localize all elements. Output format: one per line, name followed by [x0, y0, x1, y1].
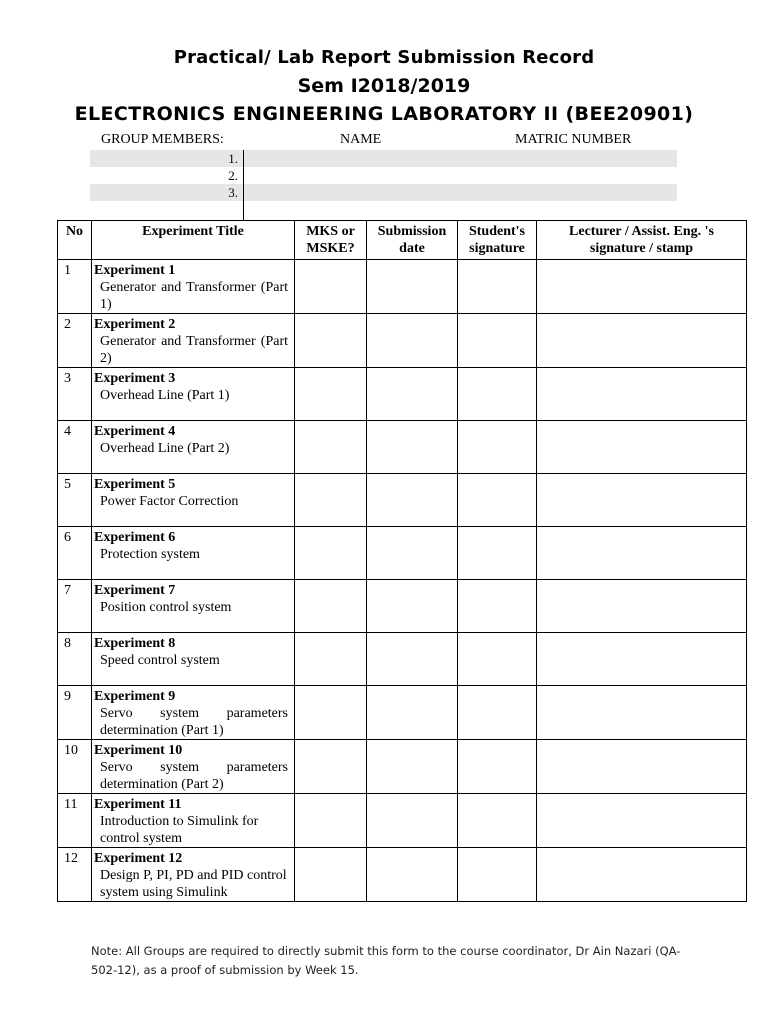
submission-date-cell[interactable]	[367, 314, 458, 368]
submission-date-cell[interactable]	[367, 794, 458, 848]
row-number: 5	[58, 474, 92, 527]
lecturer-signature-cell[interactable]	[537, 527, 747, 580]
mks-cell[interactable]	[295, 740, 367, 794]
experiment-name: Experiment 4	[94, 424, 176, 439]
experiment-description: Generator and Transformer (Part 1)	[100, 280, 288, 312]
mks-cell[interactable]	[295, 368, 367, 421]
experiment-title-cell	[92, 848, 295, 902]
submission-table	[57, 220, 747, 902]
student-signature-cell[interactable]	[458, 848, 537, 902]
row-number: 1	[58, 260, 92, 314]
lecturer-signature-cell[interactable]	[537, 686, 747, 740]
experiment-title-cell	[92, 368, 295, 421]
experiment-title-cell	[92, 527, 295, 580]
row-number: 9	[58, 686, 92, 740]
row-number: 12	[58, 848, 92, 902]
submission-date-cell[interactable]	[367, 633, 458, 686]
student-signature-cell[interactable]	[458, 314, 537, 368]
mks-cell[interactable]	[295, 314, 367, 368]
student-signature-cell[interactable]	[458, 260, 537, 314]
header-submission-date: Submission date	[367, 221, 458, 260]
lecturer-signature-cell[interactable]	[537, 740, 747, 794]
group-divider-line	[243, 150, 244, 220]
submission-date-cell[interactable]	[367, 368, 458, 421]
experiment-title-cell	[92, 794, 295, 848]
mks-cell[interactable]	[295, 421, 367, 474]
row-number: 3	[58, 368, 92, 421]
row-number: 8	[58, 633, 92, 686]
submission-date-cell[interactable]	[367, 740, 458, 794]
experiment-description: Protection system	[100, 547, 200, 562]
header-no: No	[58, 221, 92, 260]
group-member-row[interactable]	[90, 150, 677, 167]
row-number: 10	[58, 740, 92, 794]
submission-date-cell[interactable]	[367, 260, 458, 314]
header-lecturer-signature: Lecturer / Assist. Eng. 's signature / stamp	[537, 221, 747, 260]
experiment-description: Introduction to Simulink for control system	[100, 814, 259, 846]
experiment-name: Experiment 9	[94, 689, 176, 704]
submission-date-cell[interactable]	[367, 474, 458, 527]
experiment-title-cell	[92, 633, 295, 686]
mks-cell[interactable]	[295, 260, 367, 314]
table-row	[58, 314, 747, 368]
mks-cell[interactable]	[295, 527, 367, 580]
experiment-description: Overhead Line (Part 1)	[100, 388, 230, 403]
table-row	[58, 686, 747, 740]
experiment-name: Experiment 2	[94, 317, 176, 332]
lecturer-signature-cell[interactable]	[537, 421, 747, 474]
lecturer-signature-cell[interactable]	[537, 794, 747, 848]
table-row	[58, 368, 747, 421]
member-number: 1.	[228, 151, 238, 166]
mks-cell[interactable]	[295, 794, 367, 848]
experiment-name: Experiment 11	[94, 797, 182, 812]
student-signature-cell[interactable]	[458, 527, 537, 580]
experiment-description: Overhead Line (Part 2)	[100, 441, 230, 456]
experiment-description: Position control system	[100, 600, 232, 615]
row-number: 4	[58, 421, 92, 474]
table-row	[58, 421, 747, 474]
student-signature-cell[interactable]	[458, 474, 537, 527]
experiment-name: Experiment 1	[94, 263, 176, 278]
submission-date-cell[interactable]	[367, 421, 458, 474]
submission-date-cell[interactable]	[367, 848, 458, 902]
lecturer-signature-cell[interactable]	[537, 368, 747, 421]
group-member-rows	[90, 150, 677, 201]
member-number: 3.	[228, 185, 238, 200]
experiment-description: Design P, PI, PD and PID control system using Simulink	[100, 868, 287, 900]
mks-cell[interactable]	[295, 580, 367, 633]
experiment-title-cell	[92, 740, 295, 794]
experiment-name: Experiment 5	[94, 477, 176, 492]
member-number: 2.	[228, 168, 238, 183]
header-mks: MKS or MSKE?	[295, 221, 367, 260]
table-row	[58, 474, 747, 527]
mks-cell[interactable]	[295, 474, 367, 527]
table-row	[58, 848, 747, 902]
table-header-row	[58, 221, 747, 260]
table-row	[58, 260, 747, 314]
lecturer-signature-cell[interactable]	[537, 260, 747, 314]
experiment-name: Experiment 10	[94, 743, 183, 758]
name-column-label: NAME	[340, 132, 382, 147]
group-member-row[interactable]	[90, 184, 677, 201]
submission-date-cell[interactable]	[367, 686, 458, 740]
experiment-description: Power Factor Correction	[100, 494, 239, 509]
lecturer-signature-cell[interactable]	[537, 633, 747, 686]
experiment-description: Servo system parameters determination (Part 2)	[100, 760, 288, 792]
student-signature-cell[interactable]	[458, 580, 537, 633]
experiment-name: Experiment 8	[94, 636, 176, 651]
header-student-signature: Student's signature	[458, 221, 537, 260]
experiment-title-cell	[92, 580, 295, 633]
table-row	[58, 740, 747, 794]
experiment-description: Servo system parameters determination (Part 1)	[100, 706, 288, 738]
table-row	[58, 580, 747, 633]
lecturer-signature-cell[interactable]	[537, 474, 747, 527]
student-signature-cell[interactable]	[458, 794, 537, 848]
mks-cell[interactable]	[295, 848, 367, 902]
experiment-name: Experiment 12	[94, 851, 183, 866]
lecturer-signature-cell[interactable]	[537, 580, 747, 633]
student-signature-cell[interactable]	[458, 686, 537, 740]
group-members-label: GROUP MEMBERS:	[101, 132, 224, 147]
table-row	[58, 633, 747, 686]
mks-cell[interactable]	[295, 686, 367, 740]
submission-date-cell[interactable]	[367, 580, 458, 633]
document-title: Practical/ Lab Report Submission Record	[173, 47, 595, 68]
table-row	[58, 794, 747, 848]
student-signature-cell[interactable]	[458, 421, 537, 474]
experiment-description: Speed control system	[100, 653, 220, 668]
header-experiment-title: Experiment Title	[92, 221, 295, 260]
matric-column-label: MATRIC NUMBER	[515, 132, 632, 147]
semester-line: Sem I2018/2019	[297, 75, 471, 97]
course-title: ELECTRONICS ENGINEERING LABORATORY II (BEE20901)	[74, 103, 694, 125]
group-member-row[interactable]	[90, 167, 677, 184]
student-signature-cell[interactable]	[458, 368, 537, 421]
lecturer-signature-cell[interactable]	[537, 848, 747, 902]
experiment-title-cell	[92, 421, 295, 474]
experiment-title-cell	[92, 260, 295, 314]
experiment-title-cell	[92, 686, 295, 740]
table-row	[58, 527, 747, 580]
experiment-name: Experiment 3	[94, 371, 176, 386]
lecturer-signature-cell[interactable]	[537, 314, 747, 368]
student-signature-cell[interactable]	[458, 740, 537, 794]
row-number: 2	[58, 314, 92, 368]
table-body	[58, 260, 747, 902]
mks-cell[interactable]	[295, 633, 367, 686]
experiment-name: Experiment 7	[94, 583, 176, 598]
row-number: 7	[58, 580, 92, 633]
experiment-title-cell	[92, 474, 295, 527]
submission-note: Note: All Groups are required to directly submit this form to the course coordinator, Dr Ain Nazari (QA-502-12), as a proof of submission by Week 15.	[91, 944, 681, 977]
student-signature-cell[interactable]	[458, 633, 537, 686]
submission-date-cell[interactable]	[367, 527, 458, 580]
row-number: 6	[58, 527, 92, 580]
experiment-name: Experiment 6	[94, 530, 176, 545]
experiment-title-cell	[92, 314, 295, 368]
experiment-description: Generator and Transformer (Part 2)	[100, 334, 288, 366]
row-number: 11	[58, 794, 92, 848]
